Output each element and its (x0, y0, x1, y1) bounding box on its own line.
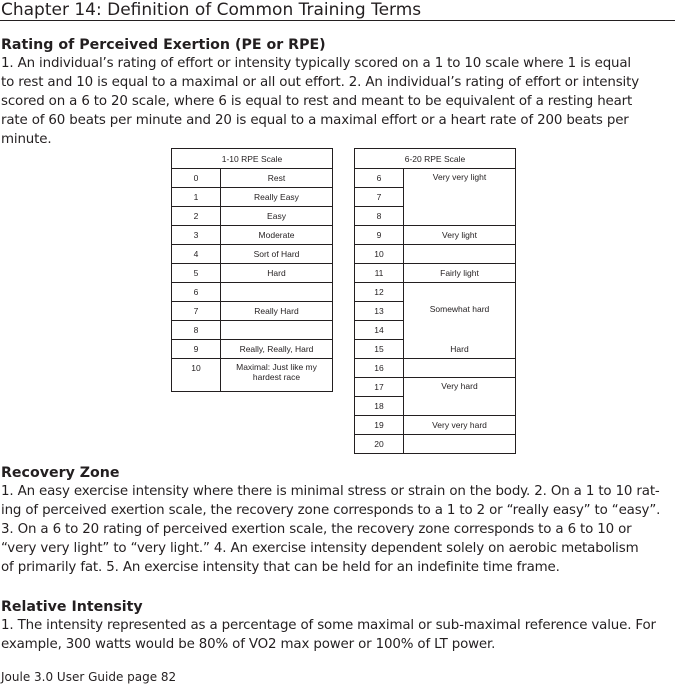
scale-value: 18 (355, 397, 404, 416)
table-row (355, 359, 516, 378)
scale-value: 7 (172, 302, 221, 321)
scale-label: Fairly light (404, 264, 516, 283)
relative-line: example, 300 watts would be 80% of VO2 max power or 100% of LT power. (1, 637, 496, 652)
table-row (355, 378, 516, 397)
table-row (172, 226, 333, 245)
relative-heading: Relative Intensity (1, 599, 143, 615)
recovery-line: ing of perceived exertion scale, the recovery zone corresponds to a 1 to 2 or “really easy” to “easy”. (1, 503, 661, 518)
table-row (172, 188, 333, 207)
scale-label: Really Hard (221, 302, 333, 321)
relative-line: 1. The intensity represented as a percentage of some maximal or sub-maximal reference value. For (1, 618, 656, 633)
scale-label-group (404, 283, 516, 359)
scale-label: Maximal: Just like my hardest race (221, 359, 333, 392)
table-row (172, 302, 333, 321)
recovery-line: of primarily fat. 5. An exercise intensity that can be held for an indefinite time frame. (1, 560, 560, 575)
scale-value: 12 (355, 283, 404, 302)
scale-value: 5 (172, 264, 221, 283)
scale-value: 16 (355, 359, 404, 378)
scale-label: Hard (221, 264, 333, 283)
recovery-line: 3. On a 6 to 20 rating of perceived exertion scale, the recovery zone corresponds to a 6 to 10 or (1, 522, 632, 537)
table-row (172, 359, 333, 392)
table-20-title: 6-20 RPE Scale (355, 149, 516, 169)
scale-value: 15 (355, 340, 404, 359)
table-row (172, 264, 333, 283)
scale-value: 10 (172, 359, 221, 392)
table-row (355, 264, 516, 283)
table-row (355, 245, 516, 264)
scale-value: 6 (355, 169, 404, 188)
scale-label: Very very light (404, 169, 516, 226)
scale-value: 4 (172, 245, 221, 264)
table-row (172, 245, 333, 264)
scale-value: 3 (172, 226, 221, 245)
recovery-heading: Recovery Zone (1, 465, 120, 481)
scale-value: 8 (355, 207, 404, 226)
rpe-line: minute. (1, 132, 52, 147)
scale-label: Very hard (404, 378, 516, 416)
scale-label: Moderate (221, 226, 333, 245)
scale-label: Very very hard (404, 416, 516, 435)
scale-label: Really, Really, Hard (221, 340, 333, 359)
table-row (355, 226, 516, 245)
scale-value: 10 (355, 245, 404, 264)
scale-value: 17 (355, 378, 404, 397)
scale-label: Very light (404, 226, 516, 245)
table-row (172, 321, 333, 340)
scale-label: Somewhat hard (429, 304, 490, 314)
rpe-line: scored on a 6 to 20 scale, where 6 is equal to rest and meant to be equivalent of a resting heart (1, 94, 633, 109)
table-10-title: 1-10 RPE Scale (172, 149, 333, 169)
scale-value: 11 (355, 264, 404, 283)
table-row (172, 169, 333, 188)
scale-value: 6 (172, 283, 221, 302)
table-row (355, 435, 516, 454)
scale-value: 13 (355, 302, 404, 321)
table-row (355, 416, 516, 435)
scale-label: Really Easy (221, 188, 333, 207)
scale-label: Rest (221, 169, 333, 188)
scale-value: 2 (172, 207, 221, 226)
rpe-line: to rest and 10 is equal to a maximal or all out effort. 2. An individual’s rating of effort or intensity (1, 75, 639, 90)
table-row (355, 283, 516, 302)
page-footer: Joule 3.0 User Guide page 82 (1, 670, 177, 684)
scale-value: 9 (355, 226, 404, 245)
table-row (355, 169, 516, 188)
scale-value: 14 (355, 321, 404, 340)
scale-value: 0 (172, 169, 221, 188)
scale-value: 20 (355, 435, 404, 454)
scale-value: 1 (172, 188, 221, 207)
rpe-paragraph (1, 54, 675, 149)
scale-value: 8 (172, 321, 221, 340)
rpe-heading: Rating of Perceived Exertion (PE or RPE) (1, 37, 326, 53)
recovery-line: 1. An easy exercise intensity where there is minimal stress or strain on the body. 2. On a 1 to 10 rat- (1, 484, 660, 499)
chapter-title: Chapter 14: Definition of Common Training Terms (0, 0, 675, 21)
rpe-line: 1. An individual’s rating of effort or intensity typically scored on a 1 to 10 scale where 1 is equal (1, 56, 632, 71)
scale-label: Easy (221, 207, 333, 226)
scale-label: Sort of Hard (221, 245, 333, 264)
rpe-scale-20-table (354, 148, 516, 454)
scale-label (221, 283, 333, 302)
scale-label-empty (404, 435, 516, 454)
scale-label: Hard (450, 344, 469, 354)
table-row (172, 207, 333, 226)
scale-label-empty (404, 245, 516, 264)
table-row (172, 340, 333, 359)
scale-value: 19 (355, 416, 404, 435)
scale-label (221, 321, 333, 340)
table-row (172, 283, 333, 302)
rpe-line: rate of 60 beats per minute and 20 is equal to a maximal effort or a heart rate of 200 beats per (1, 113, 629, 128)
scale-label-empty (404, 359, 516, 378)
recovery-line: “very very light” to “very light.” 4. An exercise intensity dependent solely on aerobic metabolism (1, 541, 639, 556)
scale-value: 7 (355, 188, 404, 207)
recovery-paragraph (1, 482, 675, 577)
rpe-scale-10-table (171, 148, 333, 392)
scale-value: 9 (172, 340, 221, 359)
relative-paragraph (1, 616, 675, 654)
